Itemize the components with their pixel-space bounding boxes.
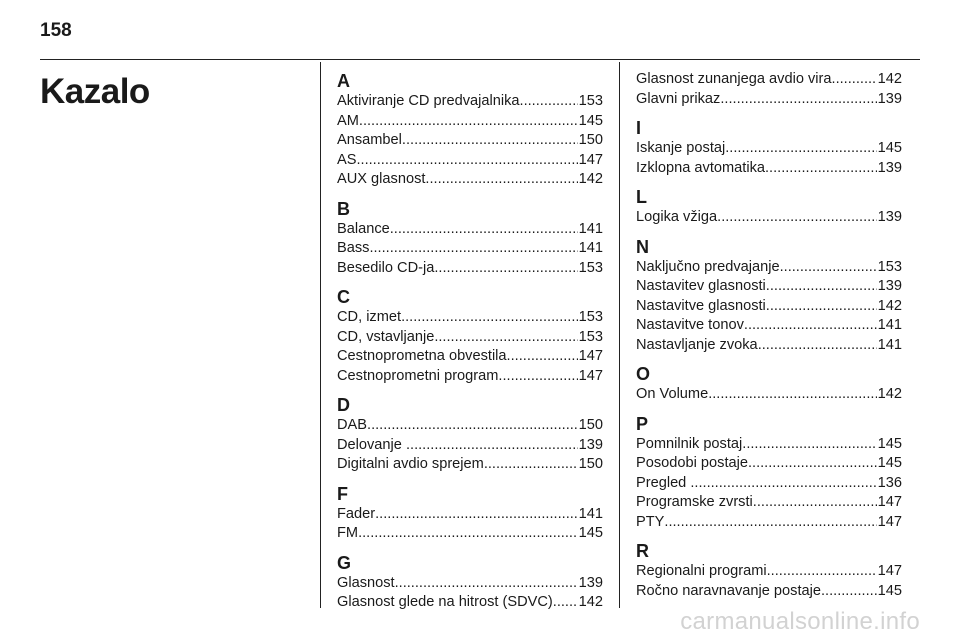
index-entry-page: 142: [578, 171, 603, 187]
watermark-logo: carmanualsonline.info: [680, 608, 920, 635]
index-group: [636, 186, 902, 228]
index-entry[interactable]: [337, 92, 603, 112]
leader-dots: [367, 416, 578, 436]
header-rule: [40, 59, 920, 60]
index-entry[interactable]: [636, 316, 902, 336]
leader-dots: [767, 562, 877, 582]
index-group: [337, 70, 603, 190]
leader-dots: [832, 70, 877, 90]
index-entry-term: Nastavitve glasnosti: [636, 297, 766, 314]
index-entry-page: 139: [877, 278, 902, 294]
leader-dots: [690, 474, 876, 494]
leader-dots: [748, 454, 877, 474]
index-letter-heading: O: [636, 364, 651, 384]
column-divider-right: [619, 62, 620, 608]
index-entry-page: 145: [877, 435, 902, 452]
index-entry[interactable]: [636, 474, 902, 494]
index-entry-page: 147: [877, 494, 902, 510]
leader-dots: [766, 277, 877, 297]
index-entry-term: Delovanje: [337, 436, 406, 453]
index-entry-term: DAB: [337, 417, 368, 433]
index-entry[interactable]: [337, 416, 603, 436]
leader-dots: [765, 159, 877, 179]
index-entry-term: Fader: [337, 505, 376, 522]
index-entry-term: Nastavljanje zvoka: [636, 336, 758, 353]
index-entry-term: Regionalni programi: [636, 563, 767, 579]
page-number: 158: [40, 20, 72, 41]
index-letter-heading: N: [636, 236, 649, 257]
index-entry-term: Izklopna avtomatika: [636, 159, 765, 176]
index-entry-term: Nastavitve tonov: [636, 317, 744, 333]
index-entry[interactable]: [337, 131, 603, 151]
leader-dots: [395, 574, 578, 594]
index-entry-page: 150: [578, 417, 603, 433]
index-entry[interactable]: [636, 277, 902, 297]
index-group: [636, 236, 902, 356]
index-entry-page: 145: [578, 525, 603, 541]
leader-dots: [434, 328, 577, 348]
leader-dots: [434, 259, 577, 279]
leader-dots: [753, 493, 877, 513]
index-entry-page: 147: [877, 513, 902, 530]
leader-dots: [766, 297, 877, 317]
leader-dots: [390, 220, 578, 240]
leader-dots: [507, 347, 578, 367]
leader-dots: [720, 90, 876, 110]
leader-dots: [725, 139, 876, 159]
index-entry-page: 147: [877, 563, 902, 579]
index-entry-page: 145: [578, 112, 603, 129]
index-entry-page: 139: [877, 159, 902, 176]
index-entry-term: On Volume: [636, 386, 709, 402]
index-entry-page: 147: [578, 151, 603, 168]
index-entry[interactable]: [337, 308, 603, 328]
index-entry-page: 153: [877, 258, 902, 275]
index-group: [337, 198, 603, 279]
leader-dots: [758, 336, 877, 356]
index-entry[interactable]: [337, 259, 603, 279]
index-letter-heading: C: [337, 287, 350, 307]
index-entry[interactable]: [337, 524, 603, 544]
index-entry-term: Ansambel: [337, 132, 402, 148]
index-entry-page: 141: [578, 240, 603, 256]
index-entry-term: Aktiviranje CD predvajalnika: [337, 93, 520, 109]
index-letter-heading: P: [636, 413, 649, 434]
index-entry-page: 141: [877, 317, 902, 333]
index-entry-term: Programske zvrsti: [636, 494, 753, 510]
leader-dots: [406, 436, 578, 456]
index-entry-term: Pregled: [636, 474, 691, 491]
leader-dots: [520, 92, 578, 112]
index-column-1: [337, 70, 603, 621]
leader-dots: [402, 131, 578, 151]
index-entry-term: CD, vstavljanje: [337, 328, 435, 345]
leader-dots: [821, 582, 877, 602]
index-entry-term: Glasnost zunanjega avdio vira: [636, 71, 832, 87]
index-letter-heading: R: [636, 541, 649, 561]
index-entry[interactable]: [337, 455, 603, 475]
index-entry[interactable]: [337, 436, 603, 456]
leader-dots: [359, 112, 578, 132]
index-entry[interactable]: [337, 220, 603, 240]
index-entry-term: FM: [337, 525, 359, 541]
index-group: [636, 117, 902, 178]
index-entry-term: Bass: [337, 240, 370, 256]
index-entry-term: Cestnoprometna obvestila: [337, 348, 507, 364]
index-entry[interactable]: [337, 112, 603, 132]
index-group: [636, 413, 902, 533]
index-entry[interactable]: [337, 593, 603, 613]
index-entry-term: AS: [337, 151, 357, 168]
index-entry-page: 150: [578, 132, 603, 148]
index-entry-term: Naključno predvajanje: [636, 258, 780, 275]
index-letter-heading: B: [337, 198, 350, 219]
index-entry-term: Posodobi postaje: [636, 455, 748, 471]
index-entry-page: 142: [578, 594, 603, 610]
index-entry-page: 139: [877, 209, 902, 225]
leader-dots: [484, 455, 578, 475]
leader-dots: [369, 239, 577, 259]
index-entry-term: Ročno naravnavanje postaje: [636, 582, 821, 599]
index-entry-term: CD, izmet: [337, 309, 402, 325]
index-group: [636, 70, 902, 109]
index-entry[interactable]: [337, 574, 603, 594]
index-column-2: [636, 70, 902, 609]
index-entry[interactable]: [337, 239, 603, 259]
index-group: [636, 540, 902, 601]
index-group: [337, 483, 603, 544]
index-entry-page: 153: [578, 93, 603, 109]
index-entry-page: 141: [877, 336, 902, 353]
index-entry-term: Glasnost glede na hitrost (SDVC): [337, 594, 553, 610]
index-entry[interactable]: [337, 367, 603, 387]
leader-dots: [356, 151, 577, 171]
leader-dots: [553, 593, 578, 613]
index-entry-term: Nastavitev glasnosti: [636, 278, 766, 294]
column-divider-left: [320, 62, 321, 608]
index-entry[interactable]: [636, 582, 902, 602]
index-group: [337, 552, 603, 613]
index-entry[interactable]: [337, 347, 603, 367]
index-entry-page: 153: [578, 259, 603, 276]
index-entry-page: 142: [877, 297, 902, 314]
index-entry[interactable]: [636, 70, 902, 90]
index-entry[interactable]: [636, 513, 902, 533]
index-entry-term: AUX glasnost: [337, 171, 426, 187]
index-letter-heading: G: [337, 552, 352, 573]
index-letter-heading: A: [337, 71, 350, 91]
index-letter-heading: F: [337, 483, 348, 504]
leader-dots: [742, 435, 876, 455]
index-entry-term: Balance: [337, 220, 390, 237]
leader-dots: [425, 170, 577, 190]
index-group: [337, 394, 603, 475]
leader-dots: [358, 524, 578, 544]
index-group: [337, 286, 603, 386]
index-entry[interactable]: [636, 139, 902, 159]
index-entry-page: 153: [578, 328, 603, 345]
index-entry[interactable]: [337, 505, 603, 525]
index-entry-page: 145: [877, 455, 902, 471]
index-entry-term: Logika vžiga: [636, 209, 718, 225]
index-entry-term: Iskanje postaj: [636, 140, 726, 156]
index-entry-term: Cestnoprometni program: [337, 367, 499, 384]
index-entry-page: 145: [877, 582, 902, 599]
leader-dots: [780, 258, 877, 278]
index-entry-page: 142: [877, 71, 902, 87]
index-entry[interactable]: [337, 151, 603, 171]
index-entry-term: Besedilo CD-ja: [337, 259, 435, 276]
leader-dots: [498, 367, 577, 387]
index-entry[interactable]: [337, 170, 603, 190]
index-group: [636, 363, 902, 405]
leader-dots: [744, 316, 877, 336]
index-entry[interactable]: [636, 208, 902, 228]
index-entry-page: 141: [578, 220, 603, 237]
index-entry[interactable]: [636, 454, 902, 474]
index-entry[interactable]: [636, 90, 902, 110]
index-entry-page: 141: [578, 505, 603, 522]
index-entry[interactable]: [337, 328, 603, 348]
index-entry[interactable]: [636, 258, 902, 278]
index-entry[interactable]: [636, 159, 902, 179]
index-entry-page: 147: [578, 367, 603, 384]
index-entry-term: Digitalni avdio sprejem: [337, 456, 484, 472]
index-entry[interactable]: [636, 435, 902, 455]
index-entry-page: 139: [578, 574, 603, 591]
leader-dots: [717, 208, 877, 228]
leader-dots: [401, 308, 578, 328]
index-entry-term: PTY: [636, 513, 665, 530]
leader-dots: [664, 513, 876, 533]
index-entry-page: 136: [877, 474, 902, 491]
index-entry-page: 150: [578, 456, 603, 472]
page-title: Kazalo: [40, 72, 150, 111]
index-entry-term: Pomnilnik postaj: [636, 435, 743, 452]
index-letter-heading: L: [636, 187, 647, 207]
index-entry[interactable]: [636, 493, 902, 513]
index-entry-term: AM: [337, 112, 359, 129]
index-entry-page: 147: [578, 348, 603, 364]
index-letter-heading: I: [636, 118, 642, 138]
index-entry[interactable]: [636, 336, 902, 356]
index-letter-heading: D: [337, 395, 350, 415]
index-entry[interactable]: [636, 385, 902, 405]
leader-dots: [375, 505, 578, 525]
index-entry-page: 153: [578, 309, 603, 325]
index-entry[interactable]: [636, 297, 902, 317]
leader-dots: [708, 385, 876, 405]
index-entry[interactable]: [636, 562, 902, 582]
index-entry-page: 139: [578, 436, 603, 453]
index-entry-term: Glasnost: [337, 574, 395, 591]
index-entry-page: 145: [877, 140, 902, 156]
index-entry-page: 142: [877, 386, 902, 402]
index-entry-page: 139: [877, 90, 902, 107]
index-entry-term: Glavni prikaz: [636, 90, 721, 107]
